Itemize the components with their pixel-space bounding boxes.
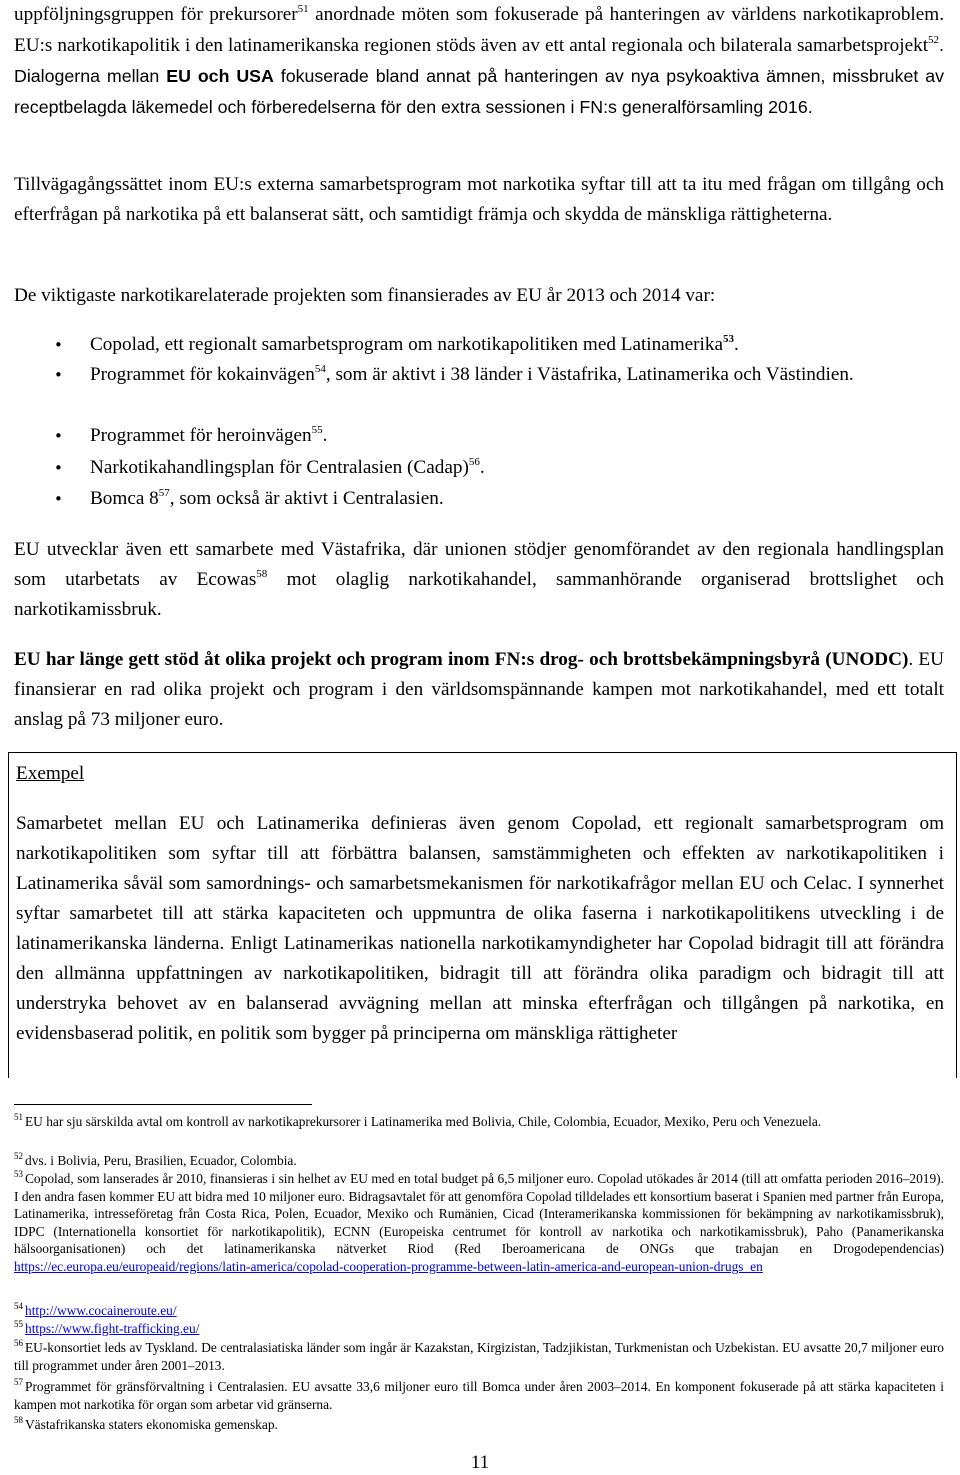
example-text: Samarbetet mellan EU och Latinamerika definieras även genom Copolad, ett regionalt samarbetsprogram om narkotikapolitiken som syftar till att förbättra balansen, samstämmigheten och effekten av narkotikapolitiken i Latinamerika såväl som samordnings- och samarbetsmekanismen för narkotikafrågor mellan EU och Celac. I synnerhet syftar samarbetet till att stärka kapaciteten och uppmuntra de olika faserna i narkotikapolitikens utveckling i de latinamerikanska länderna. Enligt Latinamerikas nationella narkotikamyndigheter har Copolad bidragit till att förändra den allmänna uppfattningen av narkotikapolitiken, bidragit till att förändra olika paradigm och bidragit till att understryka behovet av en balanserad avvägning mellan att minska efterfrågan och tillgången på narkotika, en evidensbaserad politik, en politik som bygger på principerna om mänskliga rättigheter xyxy=(16,813,944,1044)
p1-bold: EU och USA xyxy=(166,66,274,86)
footnote-52 xyxy=(14,1152,944,1170)
bullet-tail: , som också är aktivt i Centralasien. xyxy=(169,488,444,509)
paragraph-3: De viktigaste narkotikarelaterade projekten som finansierades av EU år 2013 och 2014 var: xyxy=(14,285,716,306)
footnote-ref-55[interactable]: 55 xyxy=(311,423,323,436)
footnote-57 xyxy=(14,1378,944,1413)
footnote-link[interactable]: http://www.cocaineroute.eu/ xyxy=(25,1303,177,1318)
footnote-ref-54[interactable]: 54 xyxy=(314,362,326,375)
footnote-text: EU har sju särskilda avtal om kontroll av narkotikaprekursorer i Latinamerika med Bolivia, Chile, Colombia, Ecuador, Mexiko, Peru och Venezuela. xyxy=(25,1114,822,1129)
p1-text-c: . Dialogerna mellan xyxy=(14,35,944,86)
footnote-ref-51[interactable]: 51 xyxy=(297,2,309,15)
footnote-number: 57 xyxy=(14,1376,23,1387)
bullet-text: Narkotikahandlingsplan för Centralasien (Cadap) xyxy=(90,457,469,478)
bullet-item xyxy=(54,421,960,451)
footnote-link[interactable]: https://www.fight-trafficking.eu/ xyxy=(25,1321,200,1336)
bullet-item xyxy=(54,484,960,514)
footnote-number: 53 xyxy=(14,1168,23,1179)
footnote-link[interactable]: https://ec.europa.eu/europeaid/regions/latin-america/copolad-cooperation-programme-between-latin-america-and-european-union-drugs_en xyxy=(14,1258,763,1274)
bullet-tail: . xyxy=(322,425,328,446)
footnote-ref-52[interactable]: 52 xyxy=(928,33,940,46)
footnote-text: Copolad, som lanserades år 2010, finansieras i sin helhet av EU med en total budget på 6,5 miljoner euro. Copolad utökades år 2014 (till att omfatta perioden 2016–2019). I den andra fasen kommer EU att bidra med 10 miljoner euro. Bidragsavtalet för att genomföra Copolad tilldelades ett konsortium baserat i Spanien med partner från Europa, Latinamerika, intresseföretag från Costa Rica, Polen, Ecuador, Mexiko och Rumänien, Cicad (Interamerikanska kommissionen för bekämpning av narkotikamissbruk), IDPC (Internationella konsortiet för narkotikapolitik), ECNN (Europeiska centrumet för kontroll av narkotika och narkotikamissbruk), Paho (Panamerikanska hälsoorganisationen) och det latinamerikanska nätverket Riod (Red Iberoamericana de ONGs que trabajan en Drogodependencias) xyxy=(14,1171,944,1257)
paragraph-1 xyxy=(14,0,944,123)
bullet-text: Bomca 8 xyxy=(90,488,159,509)
p1-text-d: fokuserade bland annat på hanteringen av nya psykoaktiva ämnen, missbruket av receptbelagda läkemedel och förberedelserna för den extra sessionen i FN:s generalförsamling 2016. xyxy=(14,66,944,117)
bullet-tail: , som är aktivt i 38 länder i Västafrika, Latinamerika och Västindien. xyxy=(325,364,854,385)
p5-bold: EU har länge gett stöd åt olika projekt och program inom FN:s drog- och brottsbekämpningsbyrå (UNODC) xyxy=(14,649,909,670)
footnote-ref-56[interactable]: 56 xyxy=(468,455,480,468)
footnote-text: Västafrikanska staters ekonomiska gemenskap. xyxy=(25,1417,278,1432)
footnote-text: Programmet för gränsförvaltning i Centralasien. EU avsatte 33,6 miljoner euro till Bomca under åren 2003–2014. En komponent fokuserade på att stärka kapaciteten i kampen mot narkotika för organ som arbetar vid gränserna. xyxy=(14,1379,944,1412)
footnote-58 xyxy=(14,1416,944,1434)
footnote-55 xyxy=(14,1320,944,1338)
footnote-54 xyxy=(14,1302,944,1320)
footnote-number: 55 xyxy=(14,1318,23,1329)
bullet-tail: . xyxy=(479,457,485,478)
footnote-text: dvs. i Bolivia, Peru, Brasilien, Ecuador, Colombia. xyxy=(25,1153,297,1168)
bullet-item xyxy=(54,360,960,390)
page-number: 11 xyxy=(470,1452,490,1473)
p4-text-a: EU utvecklar även ett samarbete med Västafrika, där unionen stödjer genomförandet av den regionala handlingsplan som utarbetats av Ecowas xyxy=(14,539,944,590)
bullet-icon: • xyxy=(54,336,63,354)
footnote-ref-57[interactable]: 57 xyxy=(158,486,170,499)
p5-rest: . EU finansierar en rad olika projekt och program i den världsomspännande kampen mot narkotikahandel, med ett totalt anslag på 73 miljoner euro. xyxy=(14,649,944,730)
footnote-text: EU-konsortiet leds av Tyskland. De centralasiatiska länder som ingår är Kazakstan, Kirgizistan, Tadzjikistan, Turkmenistan och Uzbekistan. EU avsatte 20,7 miljoner euro till programmet under åren 2001–2013. xyxy=(14,1340,944,1373)
footnote-53 xyxy=(14,1170,944,1276)
footnote-separator xyxy=(14,1104,312,1105)
p4-text-b: mot olaglig narkotikahandel, sammanhörande organiserad brottslighet och narkotikamissbruk. xyxy=(14,569,944,620)
footnote-number: 54 xyxy=(14,1300,23,1311)
footnote-ref-58[interactable]: 58 xyxy=(256,567,268,580)
footnote-ref-53[interactable]: 53 xyxy=(723,332,735,345)
paragraph-4 xyxy=(14,535,944,625)
footnote-56 xyxy=(14,1339,944,1374)
bullet-text: Copolad, ett regionalt samarbetsprogram om narkotikapolitiken med Latinamerika xyxy=(90,334,724,355)
paragraph-5 xyxy=(14,645,944,735)
footnote-number: 58 xyxy=(14,1414,23,1425)
bullet-tail: . xyxy=(734,334,739,355)
bullet-icon: • xyxy=(54,427,63,445)
bullet-text: Programmet för heroinvägen xyxy=(90,425,312,446)
bullet-item xyxy=(54,330,960,360)
p1-text-b: anordnade möten som fokuserade på hanteringen av världens narkotikaproblem. EU:s narkotikapolitik i den latinamerikanska regionen stöds även av ett antal regionala och bilaterala samarbetsprojekt xyxy=(14,4,945,56)
footnote-51 xyxy=(14,1113,944,1131)
bullet-icon: • xyxy=(54,490,63,508)
p1-text-a: uppföljningsgruppen för prekursorer xyxy=(14,4,298,25)
bullet-icon: • xyxy=(54,459,63,477)
bullet-icon: • xyxy=(54,366,63,384)
footnote-number: 52 xyxy=(14,1150,23,1161)
paragraph-2: Tillvägagångssättet inom EU:s externa samarbetsprogram mot narkotika syftar till att ta itu med frågan om tillgång och efterfrågan på narkotika på ett balanserat sätt, och samtidigt främja och skydda de mänskliga rättigheterna. xyxy=(14,174,944,225)
footnote-number: 51 xyxy=(14,1111,23,1122)
footnote-number: 56 xyxy=(14,1337,23,1348)
bullet-text: Programmet för kokainvägen xyxy=(90,364,315,385)
bullet-item xyxy=(54,453,960,483)
example-heading: Exempel xyxy=(16,763,85,784)
